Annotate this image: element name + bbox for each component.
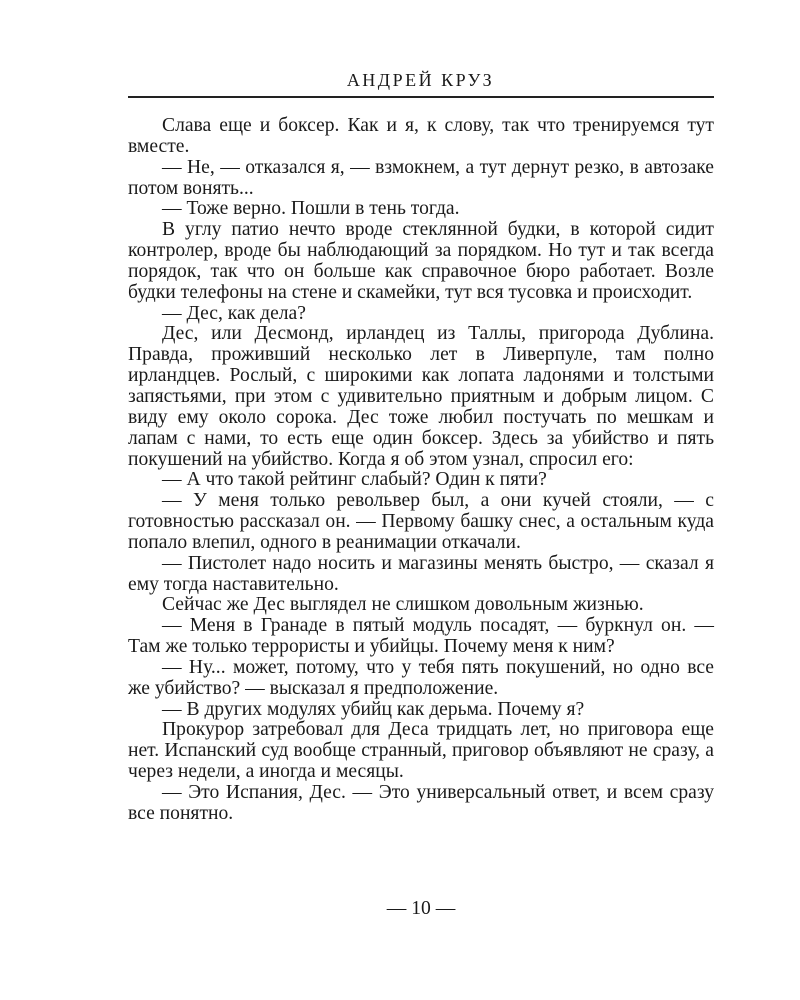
page-body [128,116,714,825]
paragraph: — Ну... может, потому, что у тебя пять покушений, но одно все же убийство? — высказал я предположение. [128,656,714,699]
paragraph: Дес, или Десмонд, ирландец из Таллы, пригорода Дублина. Правда, проживший несколько лет в Ливерпуле, там полно ирландцев. Рослый, с широкими как лопата ладонями и толстыми запястьями, при этом с удивительно приятным и добрым лицом. С виду ему около сорока. Дес тоже любил постучать по мешкам и лапам с нами, то есть еще один боксер. Здесь за убийство и пять покушений на убийство. Когда я об этом узнал, спросил его: [128,323,714,470]
paragraph: — У меня только револьвер был, а они кучей стояли, — с готовностью рассказал он. — Первому башку снес, а остальным куда попало влепил, одного в реанимации откачали. [128,490,714,553]
paragraph: — Это Испания, Дес. — Это универсальный ответ, и всем сразу все понятно. [128,782,714,824]
paragraph: Слава еще и боксер. Как и я, к слову, так что тренируемся тут вместе. [128,115,714,157]
paragraph: — Дес, как дела? [162,302,306,324]
running-header-author: АНДРЕЙ КРУЗ [346,70,495,90]
paragraph: — В других модулях убийц как дерьма. Почему я? [162,698,585,720]
header-rule [128,96,714,98]
paragraph: — А что такой рейтинг слабый? Один к пяти? [162,469,547,491]
paragraph: — Не, — отказался я, — взмокнем, а тут дернут резко, в автозаке потом вонять... [128,156,714,199]
paragraph: — Тоже верно. Пошли в тень тогда. [162,198,460,220]
paragraph: — Пистолет надо носить и магазины менять быстро, — сказал я ему тогда наставительно. [128,552,714,595]
paragraph: — Меня в Гранаде в пятый модуль посадят, — буркнул он. — Там же только террористы и убийцы. Почему меня к ним? [128,615,714,658]
paragraph: В углу патио нечто вроде стеклянной будки, в которой сидит контролер, вроде бы наблюдающий за порядком. Но тут и так всегда порядок, так что он больше как справочное бюро работает. Возле будки телефоны на стене и скамейки, тут вся тусовка и происходит. [128,219,714,303]
paragraph: Сейчас же Дес выглядел не слишком довольным жизнью. [162,594,644,616]
paragraph: Прокурор затребовал для Деса тридцать лет, но приговора еще нет. Испанский суд вообще странный, приговор объявляют не сразу, а через недели, а иногда и месяцы. [128,719,714,783]
page-number: — 10 — [386,898,456,919]
